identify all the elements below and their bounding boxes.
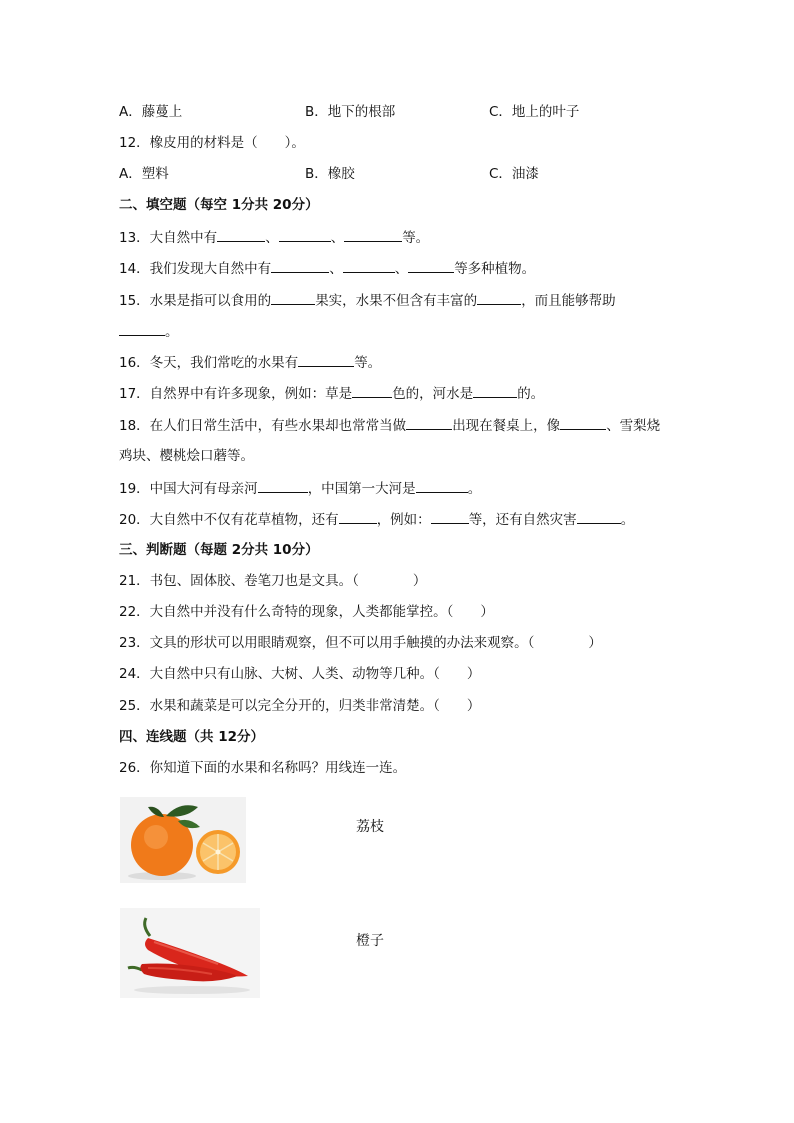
q12-option-b: B．橡胶 xyxy=(305,166,355,182)
blank[interactable] xyxy=(416,479,468,493)
blank[interactable] xyxy=(477,291,521,305)
section-2-title: 二、填空题（每空 1分共 20分） xyxy=(119,197,319,213)
question-20: 20．大自然中不仅有花草植物，还有 ，例如： 等，还有自然灾害 。 xyxy=(119,512,635,528)
question-18-cont: 鸡块、樱桃烩口蘑等。 xyxy=(119,448,254,464)
question-25: 25．水果和蔬菜是可以完全分开的，归类非常清楚。（ ） xyxy=(119,698,481,714)
chili-pepper-icon xyxy=(120,908,260,998)
blank[interactable] xyxy=(352,384,392,398)
question-21: 21．书包、固体胶、卷笔刀也是文具。（ ） xyxy=(119,573,427,589)
q12-option-a: A．塑料 xyxy=(119,166,169,182)
blank[interactable] xyxy=(271,259,329,273)
blank[interactable] xyxy=(339,510,377,524)
blank[interactable] xyxy=(343,259,395,273)
blank[interactable] xyxy=(271,291,315,305)
q11-option-c: C．地上的叶子 xyxy=(489,104,580,120)
question-13: 13．大自然中有 、 、 等。 xyxy=(119,230,430,246)
blank[interactable] xyxy=(560,416,606,430)
blank[interactable] xyxy=(258,479,308,493)
question-17: 17．自然界中有许多现象，例如：草是 色的，河水是 的。 xyxy=(119,386,545,402)
question-22: 22．大自然中并没有什么奇特的现象，人类都能掌控。（ ） xyxy=(119,604,494,620)
blank[interactable] xyxy=(217,228,265,242)
question-23: 23．文具的形状可以用眼睛观察，但不可以用手触摸的办法来观察。（ ） xyxy=(119,635,602,651)
q11-option-a: A．藤蔓上 xyxy=(119,104,183,120)
question-24: 24．大自然中只有山脉、大树、人类、动物等几种。（ ） xyxy=(119,666,481,682)
match-label-lychee: 荔枝 xyxy=(356,819,384,835)
blank[interactable] xyxy=(298,353,354,367)
question-14: 14．我们发现大自然中有 、 、 等多种植物。 xyxy=(119,261,536,277)
q11-option-b: B．地下的根部 xyxy=(305,104,396,120)
blank[interactable] xyxy=(119,322,165,336)
question-15: 15．水果是指可以食用的 果实，水果不但含有丰富的 ，而且能够帮助 xyxy=(119,293,616,309)
question-18: 18．在人们日常生活中，有些水果却也常常当做 出现在餐桌上，像 、雪梨烧 xyxy=(119,418,661,434)
section-3-title: 三、判断题（每题 2分共 10分） xyxy=(119,542,319,558)
blank[interactable] xyxy=(431,510,469,524)
question-19: 19．中国大河有母亲河 ，中国第一大河是 。 xyxy=(119,481,482,497)
orange-image xyxy=(120,797,246,883)
q12-option-c: C．油漆 xyxy=(489,166,539,182)
chili-pepper-image xyxy=(120,908,260,998)
question-26-stem: 26．你知道下面的水果和名称吗？用线连一连。 xyxy=(119,760,407,776)
orange-icon xyxy=(120,797,246,883)
blank[interactable] xyxy=(279,228,331,242)
q12-stem: 12．橡皮用的材料是（ ）。 xyxy=(119,135,305,151)
blank[interactable] xyxy=(408,259,454,273)
blank[interactable] xyxy=(577,510,621,524)
blank[interactable] xyxy=(344,228,402,242)
question-16: 16．冬天，我们常吃的水果有 等。 xyxy=(119,355,382,371)
blank[interactable] xyxy=(406,416,452,430)
match-label-orange: 橙子 xyxy=(356,933,384,949)
blank[interactable] xyxy=(473,384,517,398)
question-15-cont: 。 xyxy=(119,322,179,341)
section-4-title: 四、连线题（共 12分） xyxy=(119,729,264,745)
